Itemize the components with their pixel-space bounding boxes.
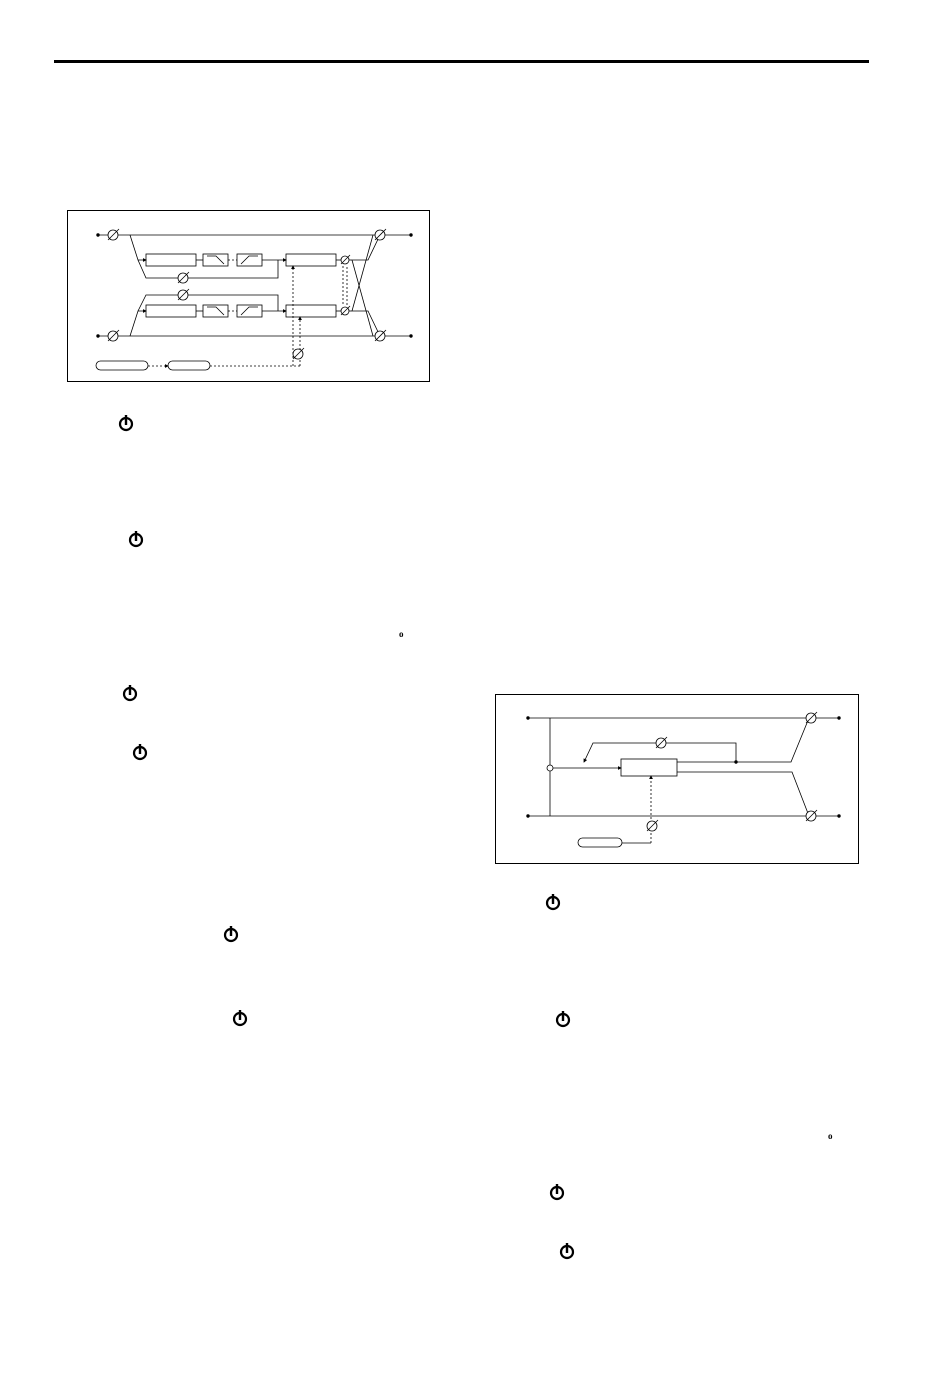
dynamic-modulation-icon — [548, 1183, 566, 1201]
dynamic-modulation-icon — [558, 1242, 576, 1260]
block-diagram-left-svg — [68, 211, 429, 381]
dynamic-modulation-icon — [554, 1010, 572, 1028]
dynamic-modulation-icon — [231, 1009, 249, 1027]
degree-mark: o — [828, 1131, 833, 1141]
block-diagram-right-svg — [496, 695, 858, 863]
block-diagram-left — [67, 210, 430, 382]
header-rule — [54, 60, 869, 63]
block-diagram-right — [495, 694, 859, 864]
dynamic-modulation-icon — [222, 925, 240, 943]
dynamic-modulation-icon — [127, 530, 145, 548]
dynamic-modulation-icon — [544, 893, 562, 911]
dynamic-modulation-icon — [117, 414, 135, 432]
dynamic-modulation-icon — [131, 743, 149, 761]
degree-mark: o — [399, 629, 404, 639]
dynamic-modulation-icon — [121, 684, 139, 702]
